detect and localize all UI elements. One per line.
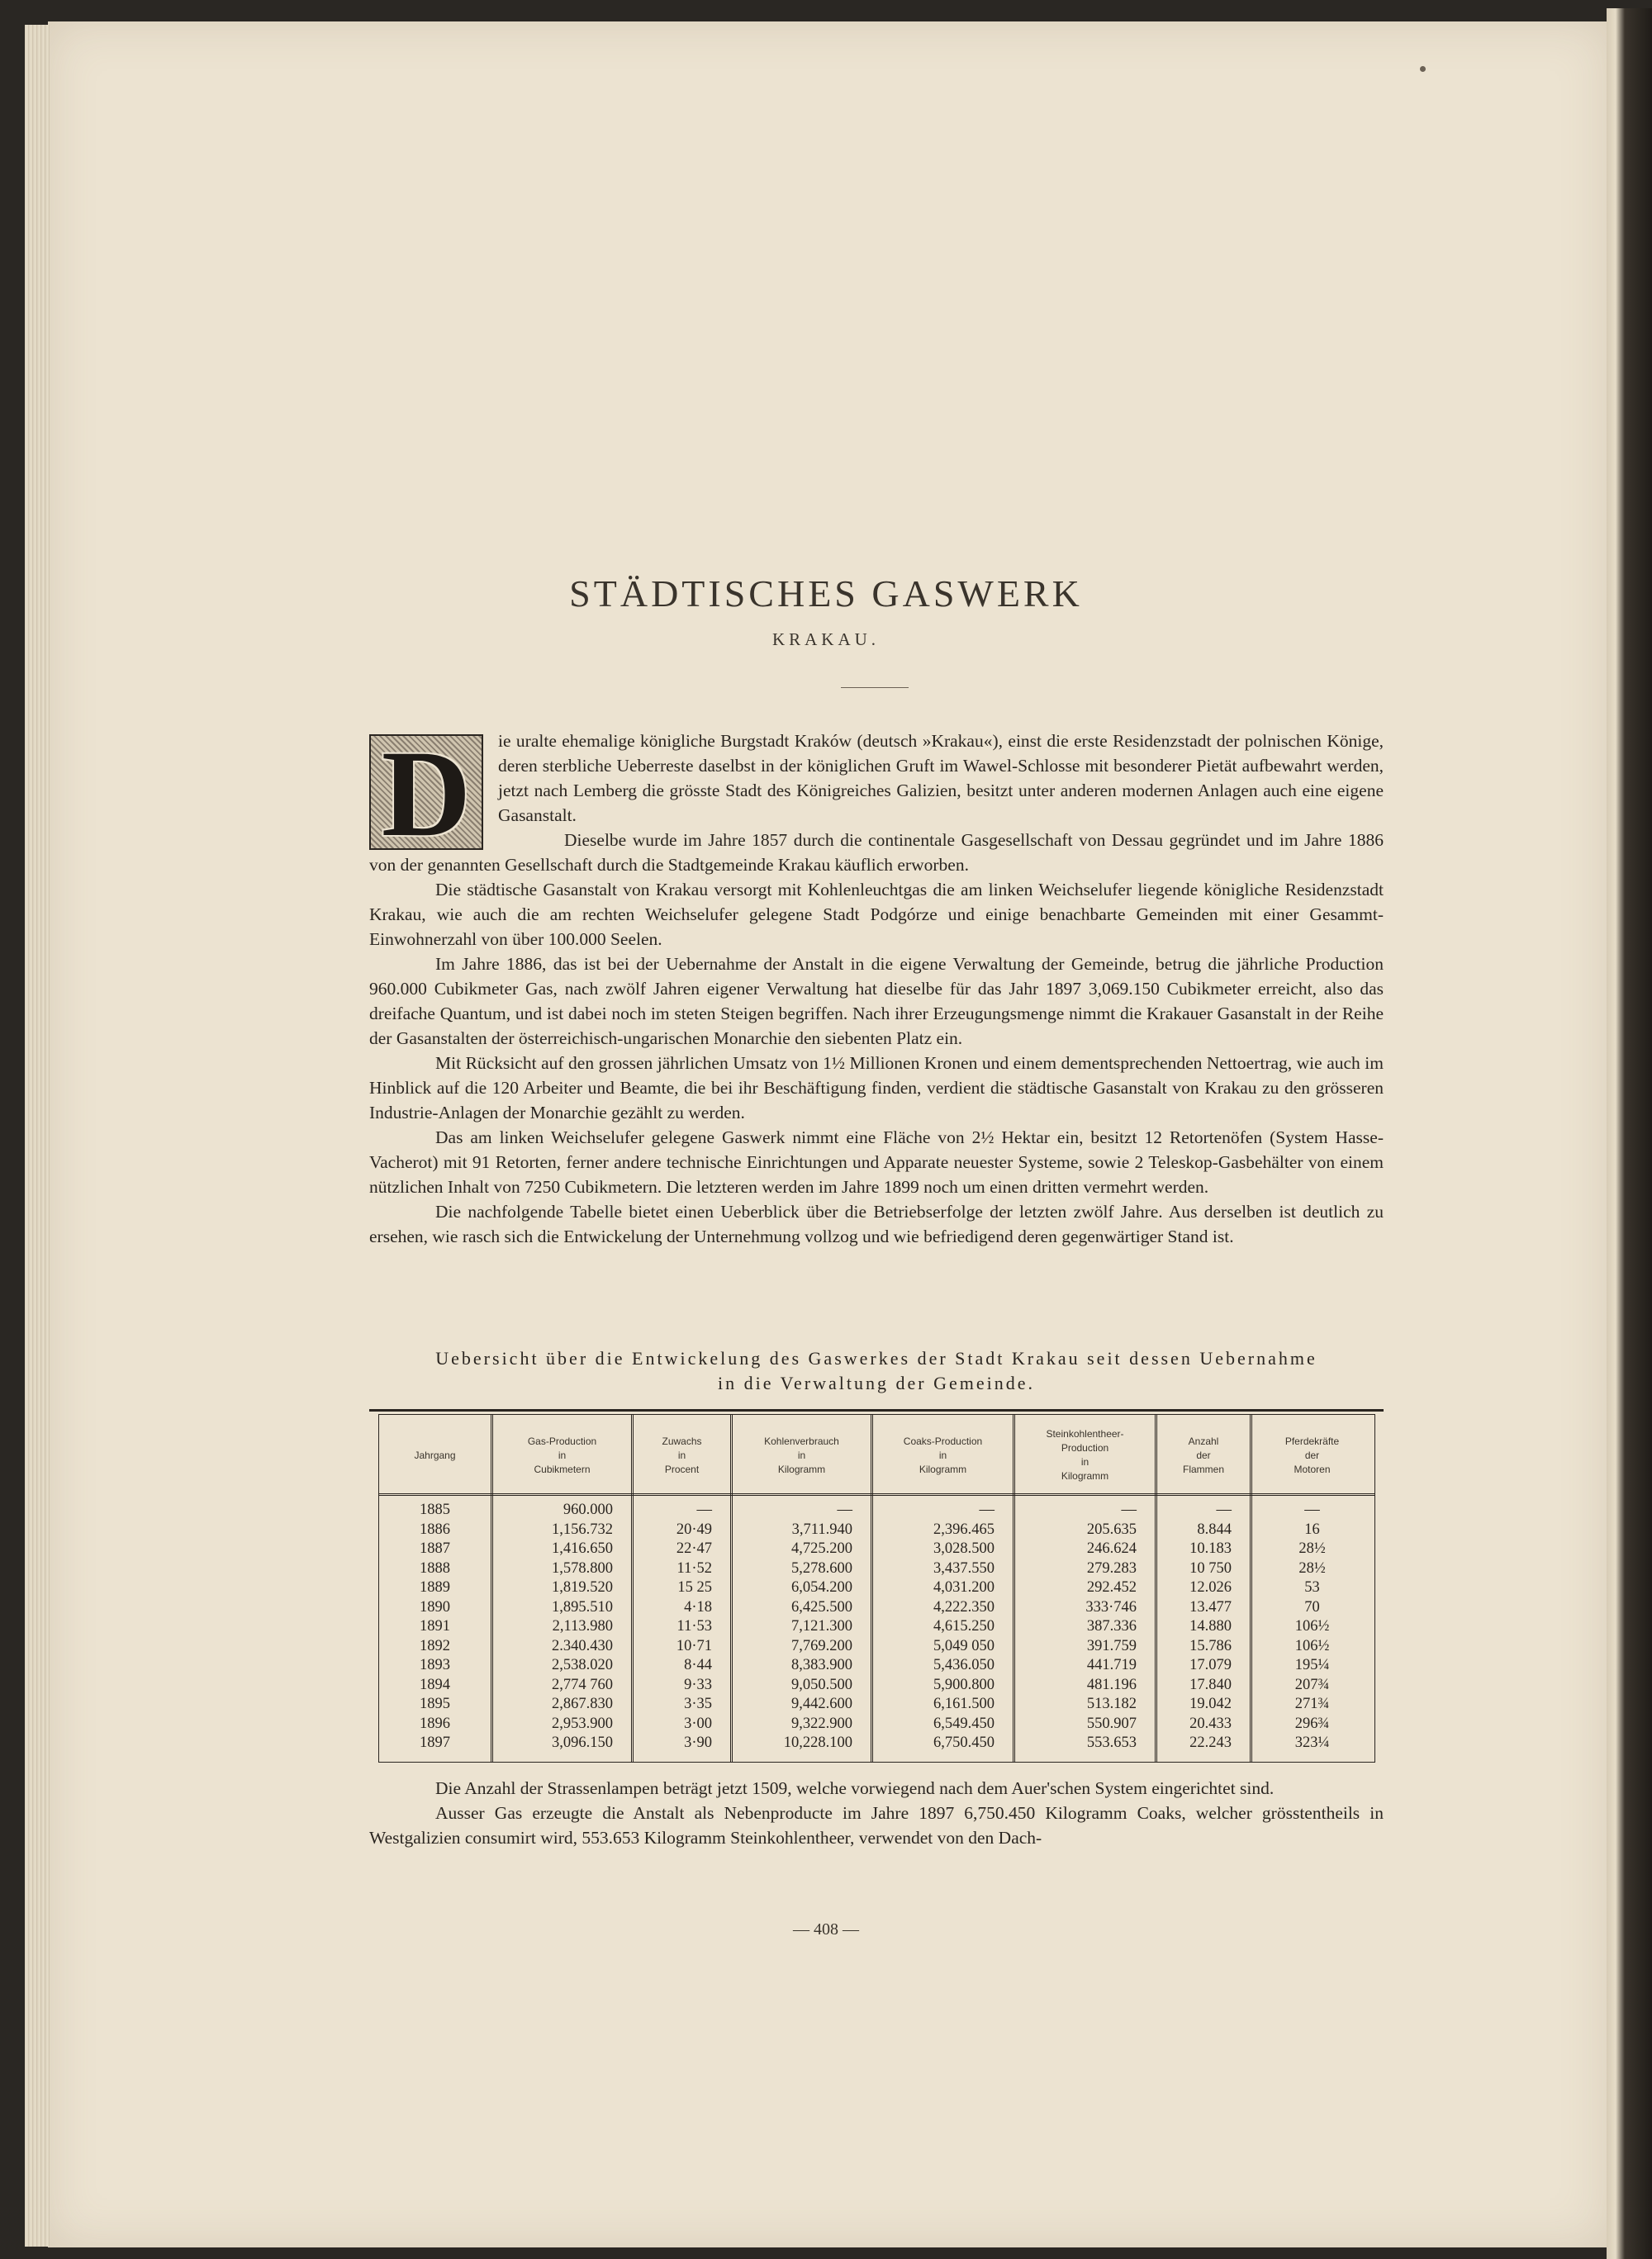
table-cell: 6,161.500 <box>933 1696 995 1712</box>
table-cell: 13.477 <box>1189 1598 1232 1616</box>
column-header <box>1252 1423 1372 1488</box>
table-cell: 11·52 <box>676 1559 712 1577</box>
column-header <box>1015 1423 1155 1488</box>
ornamental-initial <box>369 725 483 862</box>
table-cell: 246.624 <box>1086 1540 1137 1557</box>
table-cell: 10·71 <box>676 1637 712 1654</box>
column-header-line: Procent <box>664 1463 700 1475</box>
column-header <box>1157 1423 1250 1488</box>
table-cell: 1894 <box>420 1676 450 1693</box>
column-header <box>379 1423 491 1488</box>
table-column <box>1015 1415 1157 1762</box>
table-cell: 513.182 <box>1086 1696 1137 1712</box>
table-cell: 5,900.800 <box>933 1676 995 1693</box>
column-header-line: in <box>677 1449 686 1461</box>
column-header-line: Coaks-Production <box>903 1435 983 1447</box>
column-cells <box>634 1501 730 1754</box>
column-cells <box>1157 1501 1250 1754</box>
table-column <box>493 1415 634 1762</box>
table-cell: 106½ <box>1294 1637 1330 1654</box>
column-header-line: der <box>1196 1449 1211 1461</box>
table-cell: 1,895.510 <box>552 1598 613 1616</box>
table-cell: 1896 <box>420 1715 450 1732</box>
table-cell: 271¾ <box>1294 1696 1330 1712</box>
table-caption-line: Uebersicht über die Entwickelung des Gaswerkes der Stadt Krakau seit dessen Uebernahme <box>435 1348 1317 1369</box>
table-cell: 205.635 <box>1086 1521 1137 1538</box>
table-cell: 3·35 <box>684 1696 712 1712</box>
table-cell: 1892 <box>420 1637 450 1654</box>
table-cell: 1895 <box>420 1696 450 1712</box>
column-header <box>634 1423 730 1488</box>
column-header-line: Jahrgang <box>414 1449 456 1461</box>
table-cell: 2,396.465 <box>933 1521 995 1538</box>
paragraph: Mit Rücksicht auf den grossen jährlichen Umsatz von 1½ Millionen Kronen und einem dementsprechenden Nettoertrag, wie auch im Hinblick auf die 120 Arbeiter und Beamte, die bei ihr Beschäftigung finden, verdient die städtische Gasanstalt von Krakau zu den grösseren Industrie-Anlagen der Monarchie gezählt zu werden. <box>369 1053 1384 1122</box>
column-header-line: in <box>1080 1456 1089 1468</box>
column-header-line: in <box>558 1449 567 1461</box>
table-cell: 1890 <box>420 1598 450 1616</box>
table-cell: 195¼ <box>1294 1657 1330 1673</box>
table-cell: 3,437.550 <box>933 1559 995 1577</box>
table-cell: — <box>1121 1502 1137 1518</box>
column-header-line: Zuwachs <box>662 1435 702 1447</box>
table-cell: 1,416.650 <box>552 1540 613 1557</box>
table-cell: 3·90 <box>684 1735 712 1751</box>
table-cell: 15.786 <box>1189 1637 1232 1654</box>
column-cells <box>1252 1501 1372 1754</box>
title-divider <box>841 687 909 688</box>
table-cell: 1886 <box>420 1521 450 1538</box>
table-cell: 10,228.100 <box>783 1735 852 1751</box>
column-header-line: Pferdekräfte <box>1284 1435 1340 1447</box>
column-header-line: Kilogramm <box>1061 1470 1109 1482</box>
table-cell: 1885 <box>420 1502 450 1518</box>
table-cell: 12.026 <box>1189 1579 1232 1596</box>
column-cells <box>873 1501 1013 1754</box>
table-cell: 1893 <box>420 1657 450 1673</box>
table-cell: 296¾ <box>1294 1715 1330 1732</box>
table-cell: 960.000 <box>563 1502 613 1518</box>
paragraph: Ausser Gas erzeugte die Anstalt als Nebenproducte im Jahre 1897 6,750.450 Kilogramm Coaks, welcher grösstentheils in Westgalizien consumirt wird, 553.653 Kilogramm Steinkohlentheer, verwendet von den Dach- <box>369 1803 1384 1848</box>
table-cell: 2,774 760 <box>552 1676 613 1693</box>
paragraph: Das am linken Weichselufer gelegene Gaswerk nimmt eine Fläche von 2½ Hektar ein, besitzt 12 Retortenöfen (System Hasse-Vacherot) mit 91 Retorten, ferner andere technische Einrichtungen und Apparate neuester Systeme, sowie 2 Teleskop-Gasbehälter von einem nützlichen Inhalt von 7250 Cubikmetern. Die letzteren werden im Jahre 1899 noch um einen dritten vermehrt werden. <box>369 1127 1384 1197</box>
paragraph: Dieselbe wurde im Jahre 1857 durch die continentale Gasgesellschaft von Dessau gegründet und im Jahre 1886 von der genannten Gesellschaft durch die Stadtgemeinde Krakau käuflich erworben. <box>369 830 1384 875</box>
column-header <box>873 1423 1013 1488</box>
book-spine-edge <box>25 25 50 2247</box>
table-cell: 10 750 <box>1189 1559 1232 1577</box>
paragraph: ie uralte ehemalige königliche Burgstadt Kraków (deutsch »Krakau«), einst die erste Residenzstadt der polnischen Könige, deren sterbliche Ueberreste daselbst in der königlichen Gruft im Wawel-Schlosse mit besonderer Pietät aufbewahrt werden, jetzt nach Lemberg die grösste Stadt des Königreiches Galizien, besitzt unter anderen modernen Anlagen auch eine eigene Gasanstalt. <box>498 731 1384 825</box>
table-column <box>873 1415 1015 1762</box>
table-cell: 481.196 <box>1086 1676 1137 1693</box>
table-cell: — <box>1304 1502 1320 1518</box>
table-cell: 11·53 <box>676 1618 712 1635</box>
table-cell: 323¼ <box>1294 1735 1330 1751</box>
paragraph: Die städtische Gasanstalt von Krakau versorgt mit Kohlenleuchtgas die am linken Weichselufer liegende königliche Residenzstadt Krakau, wie auch die am rechten Weichselufer gelegene Stadt Podgórze und einige benachbarte Gemeinden mit einer Gesammt-Einwohnerzahl von über 100.000 Seelen. <box>369 880 1384 949</box>
column-header-line: Kohlenverbrauch <box>764 1435 839 1447</box>
column-header-line: Anzahl <box>1188 1435 1219 1447</box>
page-title: STÄDTISCHES GASWERK <box>569 572 1083 615</box>
table-cell: 2,953.900 <box>552 1715 613 1732</box>
table-column <box>1252 1415 1372 1762</box>
table-cell: 2,867.830 <box>552 1696 613 1712</box>
column-header-line: Steinkohlentheer- <box>1046 1428 1124 1440</box>
column-header-line: in <box>797 1449 806 1461</box>
column-header-line: Gas-Production <box>527 1435 597 1447</box>
table-cell: 20.433 <box>1189 1715 1232 1732</box>
table-cell: 28½ <box>1298 1540 1326 1557</box>
table-cell: 292.452 <box>1086 1579 1137 1596</box>
table-cell: 2,113.980 <box>552 1618 613 1635</box>
table-cell: 5,278.600 <box>791 1559 852 1577</box>
table-cell: 9,442.600 <box>791 1696 852 1712</box>
intro-text <box>369 725 1384 1249</box>
table-cell: 3,096.150 <box>552 1735 613 1751</box>
table-cell: 22·47 <box>676 1540 712 1557</box>
page-number: — 408 — <box>793 1920 859 1939</box>
table-cell: 333·746 <box>1085 1598 1137 1616</box>
closing-text <box>369 1776 1384 1850</box>
table-cell: 550.907 <box>1086 1715 1137 1732</box>
column-header <box>733 1423 871 1488</box>
column-header-line: Cubikmetern <box>534 1463 591 1475</box>
table-column <box>733 1415 873 1762</box>
table-cell: 1888 <box>420 1559 450 1577</box>
paragraph: Die nachfolgende Tabelle bietet einen Ueberblick über die Betriebserfolge der letzten zwölf Jahre. Aus derselben ist deutlich zu ersehen, wie rasch sich die Entwickelung der Unternehmung vollzog und wie befriedigend deren gegenwärtiger Stand ist. <box>369 1202 1384 1246</box>
column-header <box>493 1423 631 1488</box>
table-cell: 3·00 <box>684 1715 712 1732</box>
column-cells <box>733 1501 871 1754</box>
table-cell: 15 25 <box>677 1579 712 1596</box>
column-header-line: der <box>1304 1449 1320 1461</box>
table-cell: 8·44 <box>684 1657 712 1673</box>
table-cell: 2.340.430 <box>552 1637 613 1654</box>
column-cells <box>379 1501 491 1754</box>
table-cell: 28½ <box>1298 1559 1326 1577</box>
table-cell: 3,711.940 <box>791 1521 852 1538</box>
column-header-line: Flammen <box>1182 1463 1224 1475</box>
table-cell: — <box>696 1502 712 1518</box>
table-cell: 387.336 <box>1086 1618 1137 1635</box>
column-header-line: Kilogramm <box>919 1463 967 1475</box>
table-cell: 6,750.450 <box>933 1735 995 1751</box>
table-column <box>634 1415 733 1762</box>
table-cell: 1887 <box>420 1540 450 1557</box>
table-cell: 6,425.500 <box>791 1598 852 1616</box>
table-cell: 106½ <box>1294 1618 1330 1635</box>
column-header-line: Kilogramm <box>777 1463 826 1475</box>
table-cell: 553.653 <box>1086 1735 1137 1751</box>
table-cell: 3,028.500 <box>933 1540 995 1557</box>
table-cell: 8.844 <box>1197 1521 1232 1538</box>
table-cell: — <box>979 1502 995 1518</box>
paragraph: Die Anzahl der Strassenlampen beträgt jetzt 1509, welche vorwiegend nach dem Auer'schen System eingerichtet sind. <box>435 1778 1275 1798</box>
column-header-line: Production <box>1061 1442 1109 1454</box>
table-cell: 4,031.200 <box>933 1579 995 1596</box>
table-cell: — <box>1216 1502 1232 1518</box>
table-cell: 17.079 <box>1189 1657 1232 1673</box>
table-cell: 4,615.250 <box>933 1618 995 1635</box>
paper-speck <box>1420 66 1426 72</box>
table-top-rule <box>369 1409 1384 1412</box>
table-cell: 4·18 <box>684 1598 712 1616</box>
table-column <box>379 1415 493 1762</box>
table-cell: 70 <box>1304 1598 1320 1616</box>
table-cell: 9·33 <box>684 1676 712 1693</box>
table-cell: 207¾ <box>1294 1676 1330 1693</box>
column-header-line: Motoren <box>1294 1463 1331 1475</box>
table-cell: 5,049 050 <box>933 1637 995 1654</box>
table-cell: — <box>837 1502 852 1518</box>
column-header-line: in <box>938 1449 947 1461</box>
table-cell: 10.183 <box>1189 1540 1232 1557</box>
table-cell: 1,819.520 <box>552 1579 613 1596</box>
table-cell: 1897 <box>420 1735 450 1751</box>
table-cell: 1,156.732 <box>552 1521 613 1538</box>
paragraph: Im Jahre 1886, das ist bei der Uebernahme der Anstalt in die eigene Verwaltung der Gemeinde, betrug die jährliche Production 960.000 Cubikmeter Gas, nach zwölf Jahren eigener Verwaltung hat dieselbe für das Jahr 1897 3,069.150 Cubikmeter erreicht, also das dreifache Quantum, und ist dabei noch im steten Steigen begriffen. Nach ihrer Erzeugungsmenge nimmt die Krakauer Gasanstalt in der Reihe der Gasanstalten der österreichisch-ungarischen Monarchie den siebenten Platz ein. <box>369 954 1384 1048</box>
table-cell: 4,725.200 <box>791 1540 852 1557</box>
table-cell: 1891 <box>420 1618 450 1635</box>
table-cell: 20·49 <box>676 1521 712 1538</box>
statistics-table <box>378 1414 1375 1763</box>
table-cell: 14.880 <box>1189 1618 1232 1635</box>
table-cell: 7,121.300 <box>791 1618 852 1635</box>
page-subtitle: KRAKAU. <box>771 629 881 649</box>
table-cell: 1889 <box>420 1579 450 1596</box>
table-cell: 17.840 <box>1189 1676 1232 1693</box>
table-cell: 8,383.900 <box>791 1657 852 1673</box>
table-cell: 279.283 <box>1086 1559 1137 1577</box>
table-cell: 7,769.200 <box>791 1637 852 1654</box>
table-column <box>1157 1415 1252 1762</box>
column-cells <box>1015 1501 1155 1754</box>
table-cell: 441.719 <box>1086 1657 1137 1673</box>
table-cell: 53 <box>1304 1579 1320 1596</box>
table-cell: 9,322.900 <box>791 1715 852 1732</box>
table-cell: 6,054.200 <box>791 1579 852 1596</box>
column-cells <box>493 1501 631 1754</box>
ornamental-initial-letter: D <box>381 725 472 862</box>
table-cell: 5,436.050 <box>933 1657 995 1673</box>
table-cell: 6,549.450 <box>933 1715 995 1732</box>
table-cell: 19.042 <box>1189 1696 1232 1712</box>
table-cell: 391.759 <box>1086 1637 1137 1654</box>
table-cell: 9,050.500 <box>791 1676 852 1693</box>
table-caption <box>369 1346 1384 1396</box>
table-caption-line: in die Verwaltung der Gemeinde. <box>717 1373 1035 1393</box>
table-cell: 22.243 <box>1189 1735 1232 1751</box>
table-cell: 16 <box>1304 1521 1320 1538</box>
table-cell: 4,222.350 <box>933 1598 995 1616</box>
table-cell: 2,538.020 <box>552 1657 613 1673</box>
table-cell: 1,578.800 <box>552 1559 613 1577</box>
